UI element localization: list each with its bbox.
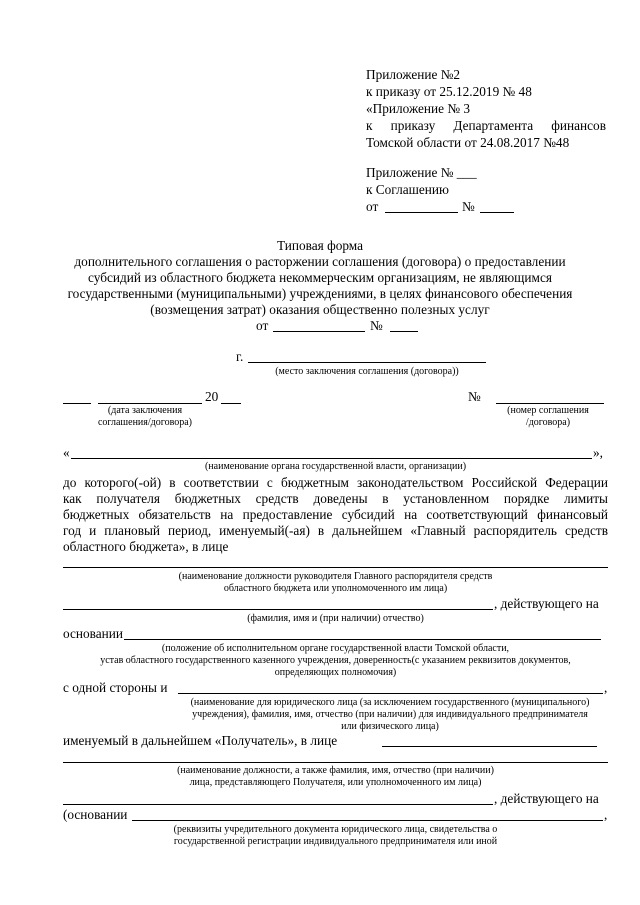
recipient-caption-line-1: (наименование должности, а также фамилия, имя, отчество (при наличии) — [177, 765, 494, 776]
title-line-5: (возмещения затрат) оказания общественно полезных услуг — [150, 302, 490, 317]
basis-caption-line-2: устав областного государственного казенного учреждения, доверенность(с указанием реквизитов документов, — [100, 655, 571, 666]
acting2-name-blank[interactable] — [63, 804, 493, 805]
date-year-prefix: 20 — [205, 389, 219, 404]
side-prefix: с одной стороны и — [63, 680, 168, 695]
header-line-3: «Приложение № 3 — [366, 101, 470, 116]
head-position-blank[interactable] — [63, 567, 608, 568]
header-line-1: Приложение №2 — [366, 67, 461, 82]
header-line-4-word-3: Департамента — [453, 118, 534, 133]
acting-suffix: , действующего на — [494, 596, 599, 611]
place-caption: (место заключения соглашения (договора)) — [275, 366, 459, 377]
side-caption-line-1: (наименование для юридического лица (за исключением государственного (муниципального) — [190, 697, 590, 708]
recipient-rep-blank-2[interactable] — [63, 762, 608, 763]
acting2-suffix: , действующего на — [494, 791, 599, 806]
recipient-name-blank[interactable] — [178, 693, 603, 694]
org-open-quote: « — [63, 445, 70, 460]
org-name-blank[interactable] — [71, 458, 592, 459]
title-no-label: № — [370, 318, 383, 333]
title-date-blank[interactable] — [273, 331, 365, 332]
org-close-quote: », — [593, 445, 603, 460]
basis-blank[interactable] — [124, 639, 601, 640]
date-caption-line-1: (дата заключения — [107, 405, 183, 416]
number-sign: № — [468, 389, 481, 404]
attachment-date-blank[interactable] — [385, 212, 458, 213]
date-day-blank[interactable] — [63, 403, 91, 404]
header-line-4 — [366, 118, 606, 134]
side-caption-line-2: учреждения), фамилия, имя, отчество (при наличии) для индивидуального предпринимателя — [192, 709, 588, 720]
agreement-number-blank[interactable] — [496, 403, 604, 404]
place-blank[interactable] — [248, 362, 486, 363]
attachment-line-2: к Соглашению — [366, 182, 449, 197]
title-line-3: субсидий из областного бюджета некоммерческим организациям, не являющимся — [88, 270, 552, 285]
header-line-5: Томской области от 24.08.2017 №48 — [366, 135, 570, 150]
acting-caption: (фамилия, имя и (при наличии) отчество) — [247, 613, 424, 624]
basis-caption-line-1: (положение об исполнительном органе государственной власти Томской области, — [161, 643, 510, 654]
attachment-no-label: № — [462, 199, 475, 214]
body-line-1: до которого(-ой) в соответствии с бюджетным законодательством Российской Федерации — [63, 475, 608, 490]
recipient-text: именуемый в дальнейшем «Получатель», в лице — [63, 733, 338, 748]
date-caption-line-2: соглашения/договора) — [97, 417, 193, 428]
body-line-4: год и плановый период, именуемый(-ая) в дальнейшем «Главный распорядитель средств — [63, 523, 608, 538]
date-year-blank[interactable] — [221, 403, 241, 404]
title-from-label: от — [256, 318, 269, 333]
body-line-2: как получателя бюджетных средств доведены в установленном порядке лимиты — [63, 491, 608, 506]
side-suffix: , — [604, 680, 608, 695]
place-prefix: г. — [236, 349, 244, 364]
attachment-number-blank[interactable] — [480, 212, 514, 213]
recipient-caption-line-2: лица, представляющего Получателя, или уполномоченного им лица) — [189, 777, 482, 788]
basis2-blank[interactable] — [132, 820, 603, 821]
title-line-2: дополнительного соглашения о расторжении соглашения (договора) о предоставлении — [74, 254, 566, 269]
recipient-rep-blank[interactable] — [382, 746, 597, 747]
basis-caption-line-3: определяющих полномочия) — [274, 667, 397, 678]
date-month-blank[interactable] — [98, 403, 202, 404]
basis2-prefix: (основании — [63, 807, 128, 822]
basis-prefix: основании — [63, 626, 123, 641]
header-line-2: к приказу от 25.12.2019 № 48 — [366, 84, 532, 99]
head-caption-line-2: областного бюджета или уполномоченного им лица) — [223, 583, 448, 594]
title-number-blank[interactable] — [390, 331, 418, 332]
attachment-from-label: от — [366, 199, 379, 214]
body-line-3: бюджетных обязательств на предоставление субсидий на соответствующий финансовый — [63, 507, 608, 522]
number-caption-line-1: (номер соглашения — [507, 405, 589, 416]
side-caption-line-3: или физического лица) — [341, 721, 439, 732]
title-line-4: государственными (муниципальными) учреждениями, в целях финансового обеспечения — [67, 286, 573, 301]
header-line-4-word-4: финансов — [551, 118, 606, 133]
head-caption-line-1: (наименование должности руководителя Главного распорядителя средств — [178, 571, 493, 582]
basis2-caption-line-2: государственной регистрации индивидуального предпринимателя или иной — [173, 836, 498, 847]
header-line-4-word-1: к — [366, 118, 373, 133]
basis2-suffix: , — [604, 807, 608, 822]
basis2-caption-line-1: (реквизиты учредительного документа юридического лица, свидетельства о — [173, 824, 498, 835]
header-line-4-word-2: приказу — [390, 118, 436, 133]
body-line-5: областного бюджета», в лице — [63, 539, 229, 554]
attachment-line-1: Приложение № ___ — [366, 165, 477, 180]
org-caption: (наименование органа государственной власти, организации) — [204, 461, 467, 472]
title-line-1: Типовая форма — [276, 238, 364, 253]
number-caption-line-2: /договора) — [525, 417, 571, 428]
acting-name-blank[interactable] — [63, 609, 493, 610]
